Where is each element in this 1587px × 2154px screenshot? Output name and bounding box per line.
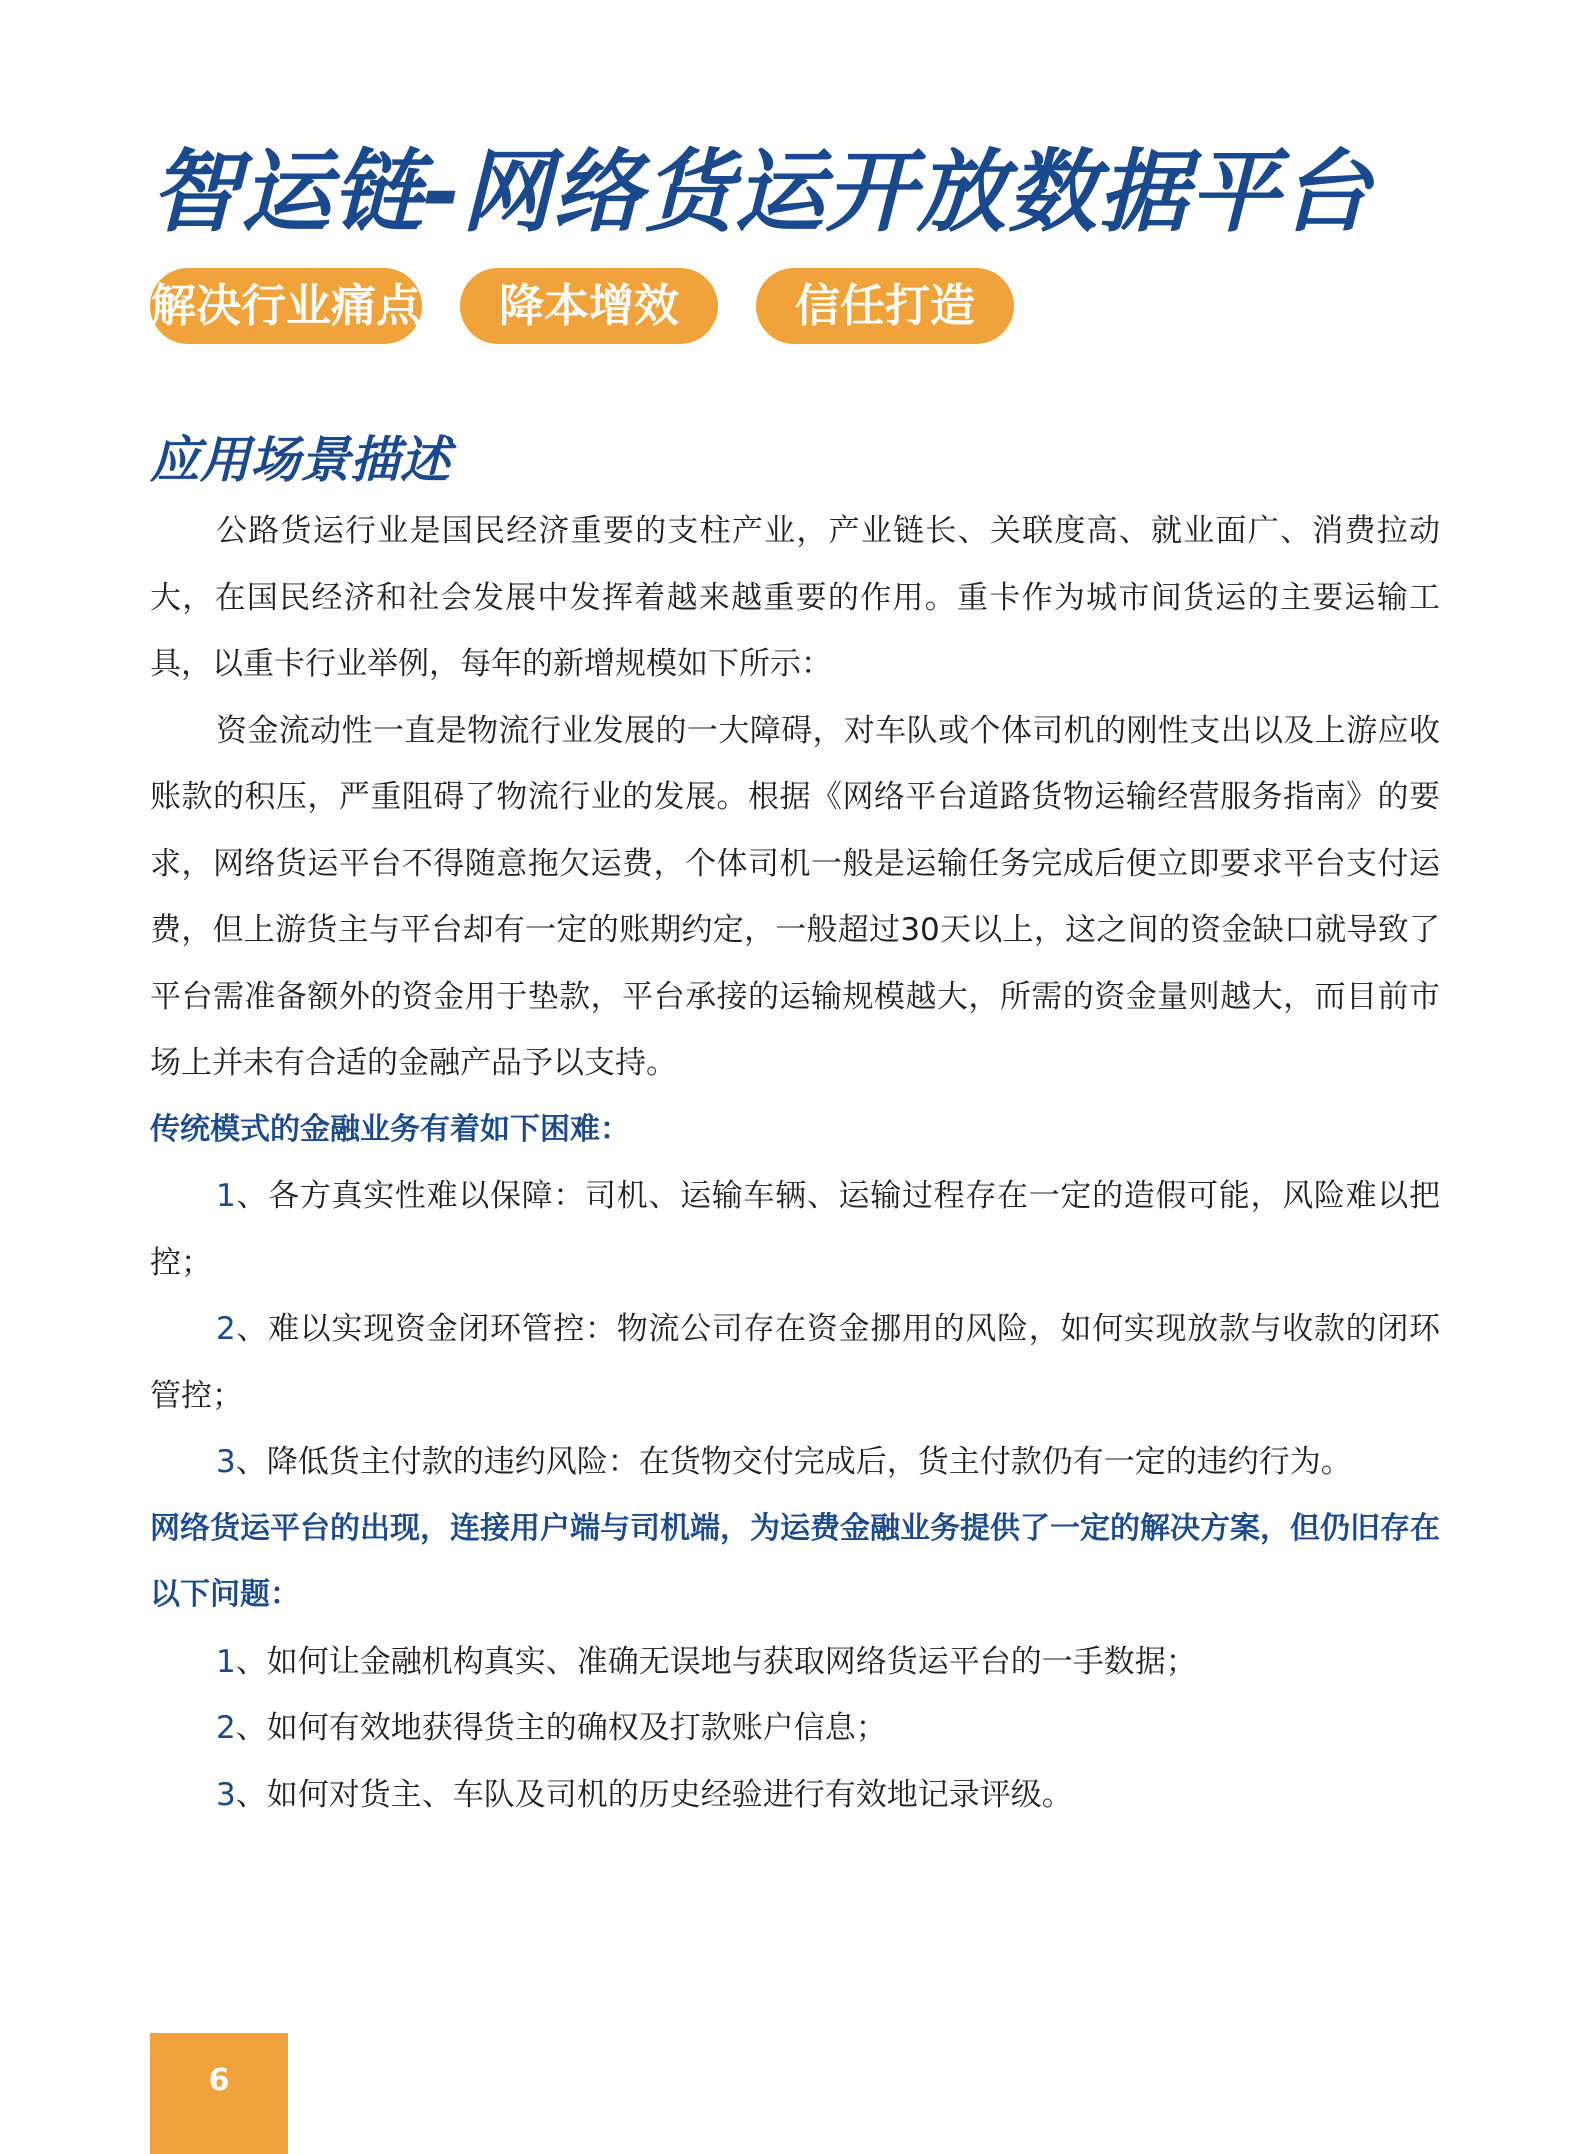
item-text: 、如何有效地获得货主的确权及打款账户信息； [235,1710,887,1746]
item-number: 3 [216,1776,236,1813]
page-number: 6 [208,2063,230,2098]
tag-pain-points: 解决行业痛点 [150,268,422,344]
list-item [150,1163,1440,1296]
paragraph: 公路货运行业是国民经济重要的支柱产业，产业链长、关联度高、就业面广、消费拉动大，在国民经济和社会发展中发挥着越来越重要的作用。重卡作为城市间货运的主要运输工具，以重卡行业举例，每年的新增规模如下所示： [150,513,1440,682]
difficulties-heading: 传统模式的金融业务有着如下困难： [150,1111,630,1147]
problems-heading: 网络货运平台的出现，连接用户端与司机端，为运费金融业务提供了一定的解决方案，但仍旧存在以下问题： [150,1510,1440,1612]
item-number: 3 [216,1444,236,1480]
list-item [150,1695,1440,1762]
item-text: 、如何让金融机构真实、准确无误地与获取网络货运平台的一手数据； [235,1643,1197,1680]
list-item [150,1296,1440,1429]
item-number: 1 [216,1178,236,1214]
item-text: 、如何对货主、车队及司机的历史经验进行有效地记录评级。 [235,1776,1073,1813]
list-item [150,1629,1440,1696]
paragraph: 资金流动性一直是物流行业发展的一大障碍，对车队或个体司机的刚性支出以及上游应收账款的积压，严重阻碍了物流行业的发展。根据《网络平台道路货物运输经营服务指南》的要求，网络货运平台不得随意拖欠运费，个体司机一般是运输任务完成后便立即要求平台支付运费，但上游货主与平台却有一定的账期约定，一般超过30天以上，这之间的资金缺口就导致了平台需准备额外的资金用于垫款，平台承接的运输规模越大，所需的资金量则越大，而目前市场上并未有合适的金融产品予以支持。 [150,712,1440,1081]
page-title: 智运链-网络货运开放数据平台 [150,140,1372,245]
list-item [150,1429,1440,1496]
tag-cost-efficiency: 降本增效 [460,268,718,344]
item-text: 、各方真实性难以保障：司机、运输车辆、运输过程存在一定的造假可能，风险难以把控； [150,1178,1440,1281]
item-text: 、降低货主付款的违约风险：在货物交付完成后，货主付款仍有一定的违约行为。 [235,1444,1352,1480]
item-number: 2 [216,1710,236,1746]
item-number: 1 [216,1643,236,1680]
tag-trust-building: 信任打造 [756,268,1014,344]
item-number: 2 [216,1311,236,1347]
body-text [150,498,1440,1828]
tag-row [150,268,1014,344]
item-text: 、难以实现资金闭环管控：物流公司存在资金挪用的风险，如何实现放款与收款的闭环管控； [150,1311,1440,1414]
list-item [150,1762,1440,1829]
section-title: 应用场景描述 [150,431,450,489]
page-number-box [150,2033,288,2154]
